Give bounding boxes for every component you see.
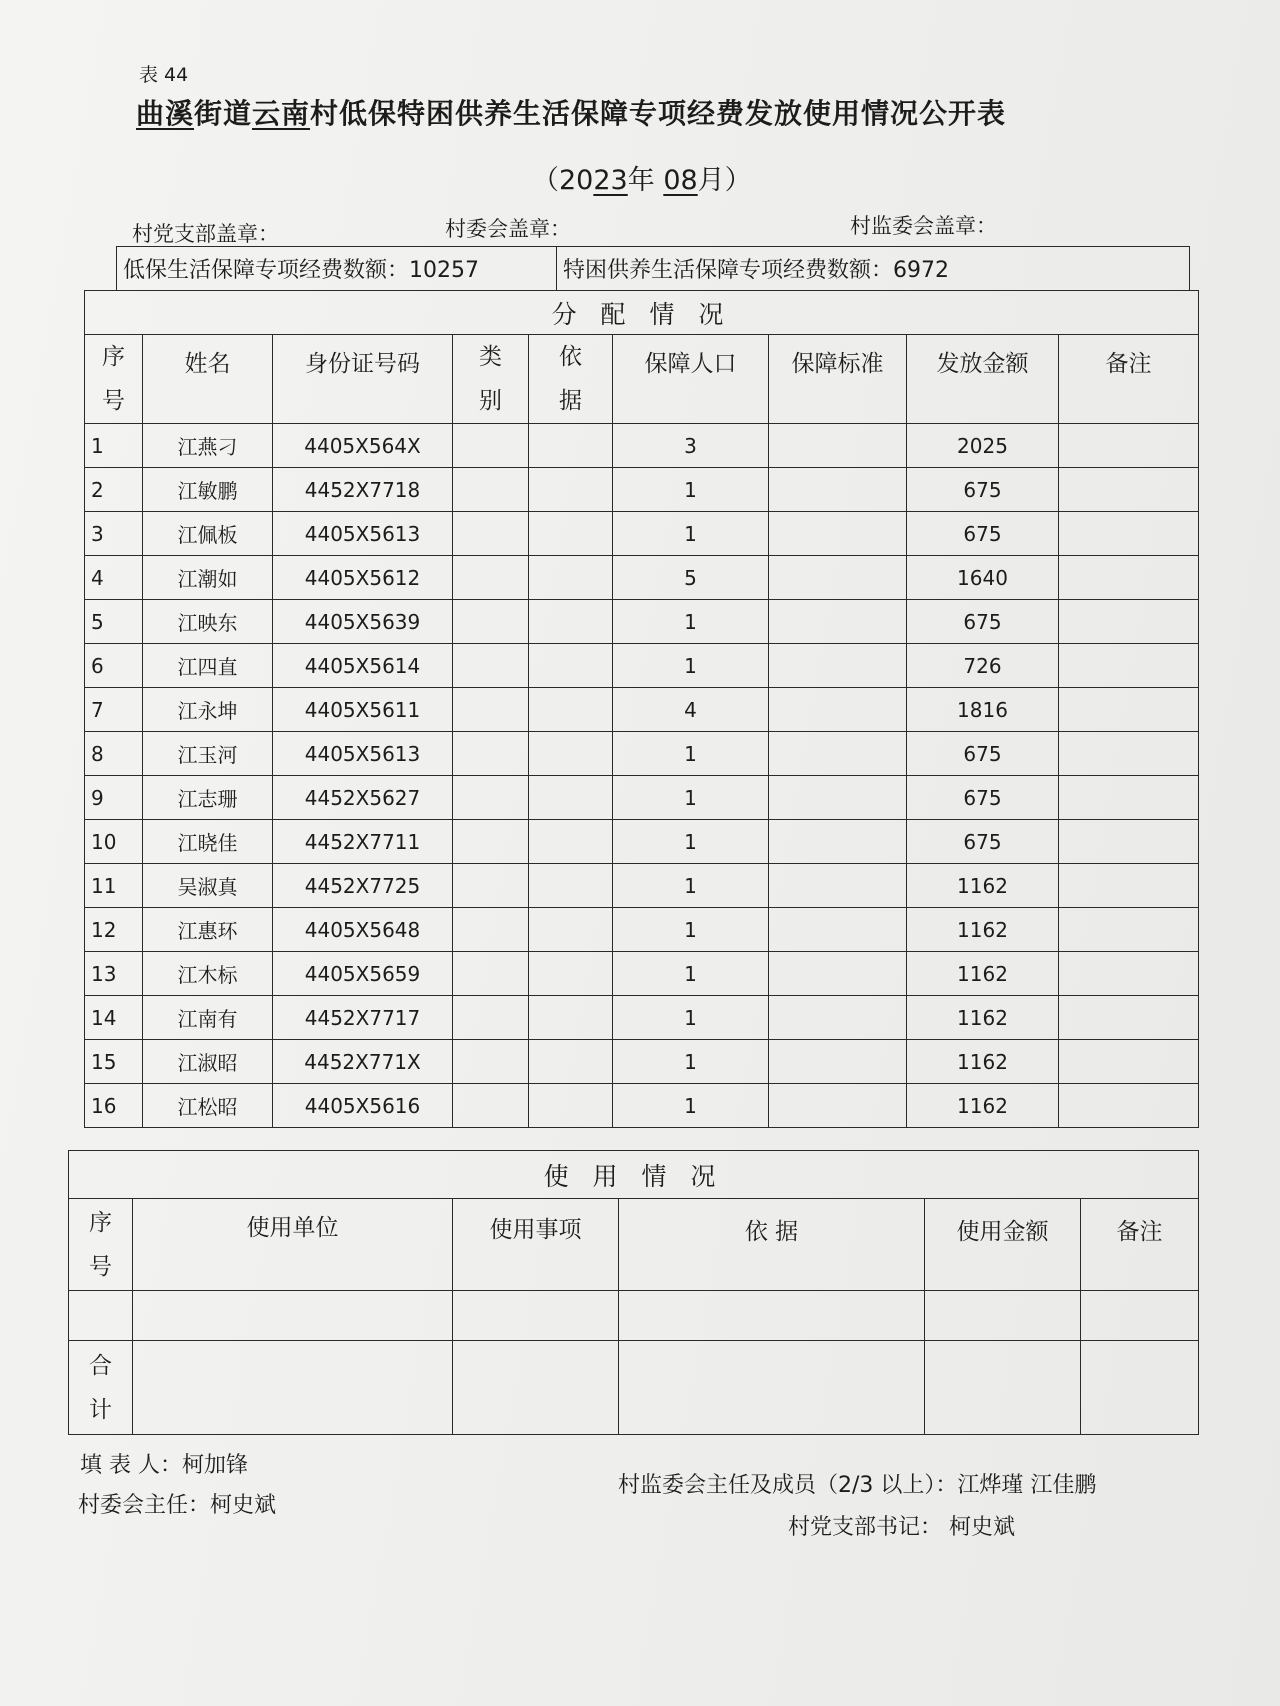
period-month: 08 bbox=[663, 165, 698, 196]
usage-header-basis: 依 据 bbox=[619, 1199, 925, 1291]
row-name: 江佩板 bbox=[143, 512, 273, 556]
row-people: 1 bbox=[613, 468, 769, 512]
row-id-number: 4405X5616 bbox=[273, 1084, 453, 1128]
row-basis bbox=[529, 512, 613, 556]
row-seq: 14 bbox=[85, 996, 143, 1040]
table-row bbox=[85, 600, 1199, 644]
usage-section-title: 使 用 情 况 bbox=[69, 1151, 1199, 1199]
header-remark: 备注 bbox=[1059, 335, 1199, 424]
row-amount: 1162 bbox=[907, 908, 1059, 952]
row-standard bbox=[769, 908, 907, 952]
title-street-suffix: 街道 bbox=[194, 97, 253, 130]
supervision-stamp-label: 村监委会盖章： bbox=[850, 214, 997, 238]
row-id-number: 4405X5648 bbox=[273, 908, 453, 952]
table-row bbox=[85, 688, 1199, 732]
row-name: 江南有 bbox=[143, 996, 273, 1040]
title-rest: 村低保特困供养生活保障专项经费发放使用情况公开表 bbox=[310, 97, 1007, 130]
row-seq: 8 bbox=[85, 732, 143, 776]
director-label: 村委会主任： bbox=[78, 1493, 211, 1518]
row-seq: 9 bbox=[85, 776, 143, 820]
row-remark bbox=[1059, 908, 1199, 952]
row-amount: 1162 bbox=[907, 864, 1059, 908]
row-category bbox=[453, 776, 529, 820]
row-people: 4 bbox=[613, 688, 769, 732]
row-name: 江晓佳 bbox=[143, 820, 273, 864]
row-amount: 1640 bbox=[907, 556, 1059, 600]
row-remark bbox=[1059, 776, 1199, 820]
row-seq: 12 bbox=[85, 908, 143, 952]
row-seq: 15 bbox=[85, 1040, 143, 1084]
row-remark bbox=[1059, 424, 1199, 468]
row-basis bbox=[529, 644, 613, 688]
usage-header-seq: 序 号 bbox=[69, 1199, 133, 1291]
row-standard bbox=[769, 996, 907, 1040]
row-people: 1 bbox=[613, 1040, 769, 1084]
row-amount: 1162 bbox=[907, 1040, 1059, 1084]
table-row bbox=[85, 776, 1199, 820]
header-amount: 发放金额 bbox=[907, 335, 1059, 424]
usage-total-label: 合 计 bbox=[69, 1341, 133, 1435]
row-basis bbox=[529, 996, 613, 1040]
row-amount: 675 bbox=[907, 732, 1059, 776]
row-name: 江惠环 bbox=[143, 908, 273, 952]
tekun-fund-amount: 特困供养生活保障专项经费数额：6972 bbox=[557, 247, 1190, 291]
usage-total-row bbox=[69, 1341, 1199, 1435]
row-name: 江松昭 bbox=[143, 1084, 273, 1128]
period-year: 23 bbox=[593, 165, 628, 196]
row-id-number: 4405X5611 bbox=[273, 688, 453, 732]
row-category bbox=[453, 600, 529, 644]
row-id-number: 4452X7717 bbox=[273, 996, 453, 1040]
row-basis bbox=[529, 556, 613, 600]
row-people: 1 bbox=[613, 512, 769, 556]
director-line bbox=[78, 1488, 276, 1519]
row-name: 江四直 bbox=[143, 644, 273, 688]
row-standard bbox=[769, 864, 907, 908]
row-remark bbox=[1059, 644, 1199, 688]
row-name: 江敏鹏 bbox=[143, 468, 273, 512]
filler-line bbox=[80, 1448, 248, 1479]
row-seq: 5 bbox=[85, 600, 143, 644]
row-remark bbox=[1059, 688, 1199, 732]
table-row bbox=[85, 1084, 1199, 1128]
header-seq: 序 号 bbox=[85, 335, 143, 424]
row-basis bbox=[529, 820, 613, 864]
table-row bbox=[85, 820, 1199, 864]
row-people: 5 bbox=[613, 556, 769, 600]
row-basis bbox=[529, 1040, 613, 1084]
row-category bbox=[453, 908, 529, 952]
row-basis bbox=[529, 424, 613, 468]
row-basis bbox=[529, 732, 613, 776]
form-number: 表 44 bbox=[139, 64, 189, 86]
period-year-unit: 年 bbox=[627, 165, 655, 196]
row-amount: 726 bbox=[907, 644, 1059, 688]
funds-table bbox=[116, 246, 1190, 291]
row-people: 1 bbox=[613, 600, 769, 644]
usage-table bbox=[68, 1150, 1199, 1435]
row-remark bbox=[1059, 468, 1199, 512]
row-standard bbox=[769, 556, 907, 600]
row-amount: 2025 bbox=[907, 424, 1059, 468]
row-id-number: 4452X7725 bbox=[273, 864, 453, 908]
row-id-number: 4405X5613 bbox=[273, 512, 453, 556]
row-seq: 11 bbox=[85, 864, 143, 908]
row-seq: 3 bbox=[85, 512, 143, 556]
row-amount: 1162 bbox=[907, 1084, 1059, 1128]
period-prefix: （20 bbox=[532, 165, 594, 196]
filler-name: 柯加锋 bbox=[182, 1453, 249, 1478]
supervision-line bbox=[618, 1468, 1096, 1499]
row-name: 江永坤 bbox=[143, 688, 273, 732]
row-standard bbox=[769, 644, 907, 688]
row-category bbox=[453, 1040, 529, 1084]
usage-row-empty bbox=[69, 1291, 1199, 1341]
row-basis bbox=[529, 864, 613, 908]
header-category: 类 别 bbox=[453, 335, 529, 424]
row-seq: 13 bbox=[85, 952, 143, 996]
header-people: 保障人口 bbox=[613, 335, 769, 424]
row-standard bbox=[769, 820, 907, 864]
title-village-name: 云南 bbox=[252, 97, 311, 130]
secretary-line bbox=[788, 1510, 1015, 1541]
row-people: 1 bbox=[613, 1084, 769, 1128]
row-people: 1 bbox=[613, 820, 769, 864]
row-people: 1 bbox=[613, 996, 769, 1040]
row-basis bbox=[529, 468, 613, 512]
row-standard bbox=[769, 600, 907, 644]
header-name: 姓名 bbox=[143, 335, 273, 424]
distribution-section-title: 分 配 情 况 bbox=[85, 291, 1199, 335]
row-seq: 7 bbox=[85, 688, 143, 732]
row-id-number: 4452X7718 bbox=[273, 468, 453, 512]
usage-header-item: 使用事项 bbox=[453, 1199, 619, 1291]
row-category bbox=[453, 688, 529, 732]
row-people: 3 bbox=[613, 424, 769, 468]
row-category bbox=[453, 952, 529, 996]
row-remark bbox=[1059, 820, 1199, 864]
row-seq: 16 bbox=[85, 1084, 143, 1128]
director-name: 柯史斌 bbox=[210, 1493, 277, 1518]
header-basis: 依 据 bbox=[529, 335, 613, 424]
row-name: 江志珊 bbox=[143, 776, 273, 820]
supervision-label: 村监委会主任及成员（2/3 以上）： bbox=[618, 1473, 958, 1498]
row-id-number: 4405X564X bbox=[273, 424, 453, 468]
table-row bbox=[85, 424, 1199, 468]
row-name: 江玉河 bbox=[143, 732, 273, 776]
party-branch-stamp-label: 村党支部盖章： bbox=[132, 222, 279, 246]
row-category bbox=[453, 424, 529, 468]
row-standard bbox=[769, 468, 907, 512]
row-amount: 1162 bbox=[907, 952, 1059, 996]
row-remark bbox=[1059, 864, 1199, 908]
row-seq: 6 bbox=[85, 644, 143, 688]
dibao-fund-amount: 低保生活保障专项经费数额：10257 bbox=[117, 247, 557, 291]
row-id-number: 4452X7711 bbox=[273, 820, 453, 864]
period bbox=[532, 158, 752, 197]
row-basis bbox=[529, 952, 613, 996]
row-id-number: 4405X5659 bbox=[273, 952, 453, 996]
row-remark bbox=[1059, 512, 1199, 556]
usage-header-amount: 使用金额 bbox=[925, 1199, 1081, 1291]
table-row bbox=[85, 996, 1199, 1040]
row-id-number: 4405X5612 bbox=[273, 556, 453, 600]
row-standard bbox=[769, 424, 907, 468]
row-people: 1 bbox=[613, 908, 769, 952]
row-people: 1 bbox=[613, 864, 769, 908]
row-remark bbox=[1059, 732, 1199, 776]
header-standard: 保障标准 bbox=[769, 335, 907, 424]
row-id-number: 4405X5614 bbox=[273, 644, 453, 688]
header-id-number: 身份证号码 bbox=[273, 335, 453, 424]
row-standard bbox=[769, 952, 907, 996]
row-category bbox=[453, 820, 529, 864]
row-category bbox=[453, 556, 529, 600]
secretary-name: 柯史斌 bbox=[949, 1515, 1016, 1540]
row-remark bbox=[1059, 952, 1199, 996]
row-people: 1 bbox=[613, 644, 769, 688]
row-people: 1 bbox=[613, 732, 769, 776]
filler-label: 填 表 人： bbox=[80, 1453, 182, 1478]
row-category bbox=[453, 1084, 529, 1128]
row-amount: 675 bbox=[907, 512, 1059, 556]
secretary-label: 村党支部书记： bbox=[788, 1515, 943, 1540]
row-name: 江潮如 bbox=[143, 556, 273, 600]
row-standard bbox=[769, 512, 907, 556]
committee-stamp-label: 村委会盖章： bbox=[445, 217, 571, 241]
row-name: 吴淑真 bbox=[143, 864, 273, 908]
table-row bbox=[85, 952, 1199, 996]
row-name: 江燕刁 bbox=[143, 424, 273, 468]
row-amount: 675 bbox=[907, 468, 1059, 512]
row-amount: 1816 bbox=[907, 688, 1059, 732]
row-amount: 675 bbox=[907, 820, 1059, 864]
row-standard bbox=[769, 688, 907, 732]
row-standard bbox=[769, 776, 907, 820]
row-name: 江木标 bbox=[143, 952, 273, 996]
table-row bbox=[85, 644, 1199, 688]
row-basis bbox=[529, 776, 613, 820]
title-street-name: 曲溪 bbox=[136, 97, 195, 130]
row-category bbox=[453, 468, 529, 512]
row-category bbox=[453, 864, 529, 908]
row-amount: 675 bbox=[907, 600, 1059, 644]
table-row bbox=[85, 732, 1199, 776]
page-title bbox=[136, 92, 1006, 132]
distribution-table bbox=[84, 290, 1199, 1128]
row-amount: 675 bbox=[907, 776, 1059, 820]
row-seq: 10 bbox=[85, 820, 143, 864]
table-row bbox=[85, 468, 1199, 512]
supervision-names: 江烨瑾 江佳鹏 bbox=[957, 1473, 1097, 1498]
table-row bbox=[85, 908, 1199, 952]
row-remark bbox=[1059, 1084, 1199, 1128]
row-basis bbox=[529, 1084, 613, 1128]
usage-header-remark: 备注 bbox=[1081, 1199, 1199, 1291]
row-basis bbox=[529, 600, 613, 644]
table-row bbox=[85, 512, 1199, 556]
row-remark bbox=[1059, 556, 1199, 600]
row-people: 1 bbox=[613, 952, 769, 996]
distribution-rows bbox=[85, 424, 1199, 1128]
row-basis bbox=[529, 908, 613, 952]
usage-header-unit: 使用单位 bbox=[133, 1199, 453, 1291]
row-seq: 4 bbox=[85, 556, 143, 600]
row-name: 江淑昭 bbox=[143, 1040, 273, 1084]
table-row bbox=[85, 1040, 1199, 1084]
row-remark bbox=[1059, 1040, 1199, 1084]
row-seq: 2 bbox=[85, 468, 143, 512]
row-category bbox=[453, 644, 529, 688]
row-people: 1 bbox=[613, 776, 769, 820]
table-row bbox=[85, 556, 1199, 600]
row-seq: 1 bbox=[85, 424, 143, 468]
row-standard bbox=[769, 1084, 907, 1128]
row-id-number: 4452X5627 bbox=[273, 776, 453, 820]
row-category bbox=[453, 512, 529, 556]
row-standard bbox=[769, 732, 907, 776]
row-id-number: 4452X771X bbox=[273, 1040, 453, 1084]
row-standard bbox=[769, 1040, 907, 1084]
row-basis bbox=[529, 688, 613, 732]
row-id-number: 4405X5613 bbox=[273, 732, 453, 776]
row-category bbox=[453, 996, 529, 1040]
row-id-number: 4405X5639 bbox=[273, 600, 453, 644]
row-amount: 1162 bbox=[907, 996, 1059, 1040]
row-category bbox=[453, 732, 529, 776]
row-name: 江映东 bbox=[143, 600, 273, 644]
period-month-unit: 月） bbox=[697, 165, 752, 196]
table-row bbox=[85, 864, 1199, 908]
row-remark bbox=[1059, 600, 1199, 644]
row-remark bbox=[1059, 996, 1199, 1040]
